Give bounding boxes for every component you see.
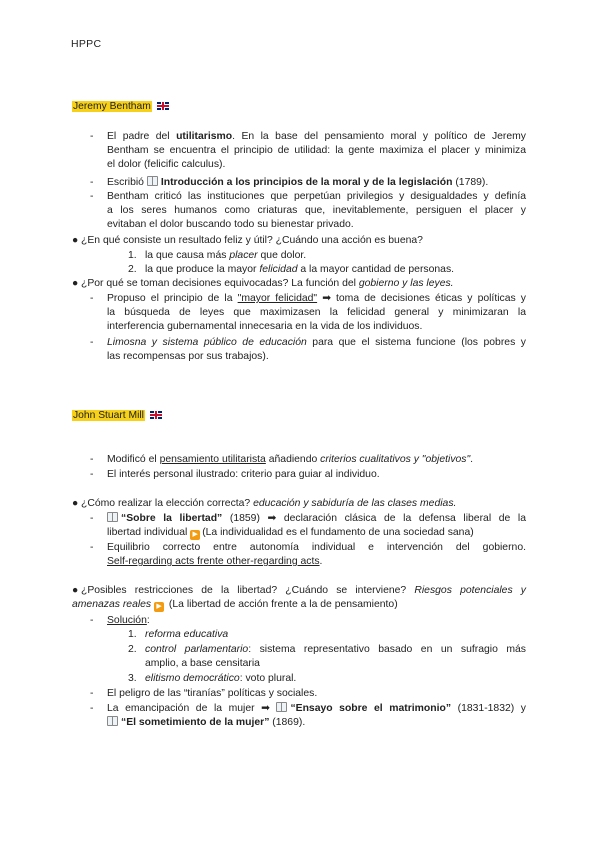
bentham-name: Jeremy Bentham — [73, 101, 151, 112]
text-line: ¿Por qué se toman decisiones equivocadas? La función del gobierno y las leyes. — [81, 278, 454, 289]
fast-forward-icon: ▶ — [190, 530, 200, 540]
book-icon — [147, 176, 158, 186]
text-line: a los seres humanos como criaturas que, inevitablemente, persiguen el placer y — [107, 205, 526, 216]
uk-flag-icon — [150, 411, 162, 419]
book-icon — [107, 716, 118, 726]
text-line: Bentham se encuentra el principio de utilidad: la gente maximiza el placer y minimiza — [107, 145, 526, 156]
text-line: Propuso el principio de la "mayor felicidad" ➡ toma de decisiones éticas y políticas y — [107, 293, 526, 304]
text-line: “Sobre la libertad” (1859) ➡ declaración clásica de la defensa liberal de la — [107, 512, 526, 526]
book-icon — [276, 702, 287, 712]
text-line: Escribió Introducción a los principios de la moral y de la legislación (1789). — [107, 177, 489, 188]
text-line: elitismo democrático: voto plural. — [145, 673, 297, 684]
text-line: evitaban el dolor buscando todo su bienestar privado. — [107, 219, 354, 230]
page-header: HPPC — [71, 38, 102, 50]
book-icon — [107, 512, 118, 522]
mill-name: John Stuart Mill — [73, 410, 144, 421]
text-line: - — [90, 542, 94, 553]
text-line: la búsqueda de leyes que maximizasen la felicidad general y minimizaran la — [107, 307, 526, 318]
text-line: - — [90, 688, 94, 699]
text-line: 2. — [128, 264, 137, 275]
text-line: - — [90, 513, 94, 524]
text-line: - — [90, 177, 94, 188]
text-line: La emancipación de la mujer ➡ “Ensayo sobre el matrimonio” (1831-1832) y — [107, 703, 526, 714]
text-line: la que causa más placer que dolor. — [145, 250, 307, 261]
text-line: 3. — [128, 673, 137, 684]
text-line: Limosna y sistema público de educación para que el sistema funcione (los pobres y — [107, 337, 526, 348]
text-line: - — [90, 293, 94, 304]
text-line: - — [90, 615, 94, 626]
text-line: control parlamentario: sistema representativo basado en un sufragio más — [145, 644, 526, 655]
text-line: ● — [72, 498, 79, 509]
text-line: - — [90, 337, 94, 348]
text-line: Solución: — [107, 615, 150, 626]
text-line: El padre del utilitarismo. En la base del pensamiento moral y político de Jeremy — [107, 131, 527, 142]
text-line: 1. — [128, 250, 137, 261]
text-line: amenazas reales ▶ (La libertad de acción frente a la de pensamiento) — [72, 599, 398, 610]
text-line: - — [90, 454, 94, 465]
text-line: 2. — [128, 644, 137, 655]
text-line: - — [90, 191, 94, 202]
text-line: Bentham criticó las instituciones que perpetúan privilegios y desigualdades y definía — [107, 191, 526, 202]
fast-forward-icon: ▶ — [154, 602, 164, 612]
text-line: ¿Posibles restricciones de la libertad? ¿Cuándo se interviene? Riesgos potenciales y — [81, 585, 527, 596]
text-line: libertad individual ▶ (La individualidad es el fundamento de una sociedad sana) — [107, 527, 474, 538]
text-line: el dolor (felicific calculus). — [107, 159, 226, 170]
text-line: las recompensas por sus trabajos). — [107, 351, 269, 362]
text-line: - — [90, 703, 94, 714]
text-line: Equilibrio correcto entre autonomía individual e intervención del gobierno. — [107, 542, 526, 553]
text-line: El peligro de las “tiranías” políticas y sociales. — [107, 688, 318, 699]
text-line: El interés personal ilustrado: criterio para guiar al individuo. — [107, 469, 380, 480]
text-line: la que produce la mayor felicidad a la mayor cantidad de personas. — [145, 264, 455, 275]
text-line: Self-regarding acts frente other-regarding acts. — [107, 556, 323, 567]
uk-flag-icon — [157, 102, 169, 110]
text-line: ● — [72, 585, 79, 596]
text-line: ¿Cómo realizar la elección correcta? educación y sabiduría de las clases medias. — [81, 498, 457, 509]
text-line: ● — [72, 278, 79, 289]
text-line: - — [90, 469, 94, 480]
text-line: amplio, a base censitaria — [145, 658, 260, 669]
text-line: 1. — [128, 629, 137, 640]
section-title-mill — [72, 410, 162, 421]
text-line: ¿En qué consiste un resultado feliz y útil? ¿Cuándo una acción es buena? — [81, 235, 423, 246]
text-line: interferencia gubernamental innecesaria en la vida de los individuos. — [107, 321, 423, 332]
text-line: ● — [72, 235, 79, 246]
text-line: reforma educativa — [145, 629, 229, 640]
text-line: Modificó el pensamiento utilitarista añadiendo criterios cualitativos y "objetivos". — [107, 454, 474, 465]
text-line: “El sometimiento de la mujer” (1869). — [107, 716, 526, 730]
text-line: - — [90, 131, 94, 142]
section-title-bentham — [72, 101, 169, 112]
